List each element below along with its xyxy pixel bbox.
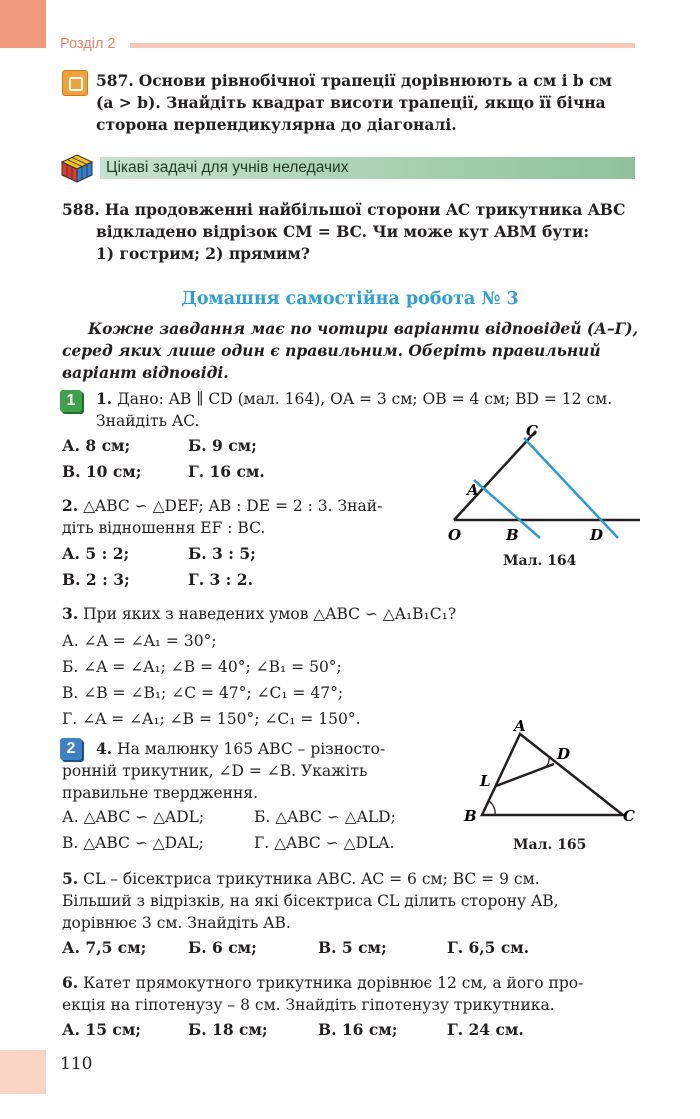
q5-line-3: дорівнює 3 см. Знайдіть AB. [62,914,291,932]
q6-option-b[interactable]: Б. 18 см; [188,1020,268,1039]
fig165-label-a: A [514,718,526,735]
problem-587-line-3: сторона перпендикулярна до діагоналі. [96,115,457,134]
q4-option-c[interactable]: В. △ABC ∽ △DAL; [62,834,204,852]
q2-line-1: 2. △ABC ∽ △DEF; AB : DE = 2 : 3. Знай- [62,496,383,515]
fig164-slanted-ray [454,431,536,520]
q5-line-1: 5. CL – бісектриса трикутника ABC. AC = 6 см; BC = 9 см. [62,869,540,888]
q4-line-2: ронній трикутник, ∠D = ∠B. Укажіть [62,762,368,780]
page-number: 110 [60,1054,93,1074]
page-title: Домашня самостійна робота № 3 [181,289,519,309]
q3-option-b[interactable]: Б. ∠A = ∠A₁; ∠B = 40°; ∠B₁ = 50°; [62,658,342,676]
q3-option-d[interactable]: Г. ∠A = ∠A₁; ∠B = 150°; ∠C₁ = 150°. [62,710,361,728]
q4-option-b[interactable]: Б. △ABC ∽ △ALD; [254,808,396,826]
q2-option-b[interactable]: Б. 3 : 5; [188,544,256,563]
q6-line-1: 6. Катет прямокутного трикутника дорівнює 12 см, а його про- [62,973,584,992]
header-rule [130,43,635,48]
task-icon [62,70,88,96]
fig164-label-d: D [590,526,604,544]
q2-option-c[interactable]: В. 2 : 3; [62,570,130,589]
q6-option-c[interactable]: В. 16 см; [318,1020,398,1039]
q5-option-c[interactable]: В. 5 см; [318,938,387,957]
problem-587-line-1: 587. Основи рівнобічної трапеції дорівнюють a см і b см [96,71,612,90]
q5-line-2: Більший з відрізків, на які бісектриса CL ділить сторону AB, [62,892,559,910]
fig165-caption: Мал. 165 [513,837,587,853]
fig165-label-d: D [557,745,571,763]
q1-option-a[interactable]: А. 8 см; [62,436,131,455]
q2-option-d[interactable]: Г. 3 : 2. [188,570,253,589]
fig164-label-o: O [448,526,462,544]
fig164-label-a: A [467,481,479,499]
q5-option-a[interactable]: А. 7,5 см; [62,938,147,957]
q1-line-1: 1. Дано: AB ∥ CD (мал. 164), OA = 3 см; OB = 4 см; BD = 12 см. [96,389,613,408]
q4-line-1: 4. На малюнку 165 ABC – різносто- [96,739,386,758]
q3-line-1: 3. При яких з наведених умов △ABC ∽ △A₁B₁C₁? [62,604,457,623]
q4-option-a[interactable]: А. △ABC ∽ △ADL; [62,808,205,826]
figure-164 [440,418,645,548]
page-tab-decoration [0,1050,46,1094]
fig164-label-b: B [506,526,519,544]
q2-line-2: діть відношення EF : BC. [62,519,266,537]
q6-option-a[interactable]: А. 15 см; [62,1020,142,1039]
q5-option-d[interactable]: Г. 6,5 см. [447,938,530,957]
fig165-angle-b-mark [489,801,495,815]
q4-option-d[interactable]: Г. △ABC ∽ △DLA. [254,834,395,852]
q1-option-d[interactable]: Г. 16 см. [188,462,265,481]
banner-text: Цікаві задачі для учнів неледачих [106,159,349,176]
figure-165 [458,718,638,828]
q1-option-b[interactable]: Б. 9 см; [188,436,257,455]
q3-option-c[interactable]: В. ∠B = ∠B₁; ∠C = 47°; ∠C₁ = 47°; [62,684,344,702]
problem-587-line-2: (a > b). Знайдіть квадрат висоти трапеції, якщо її бічна [96,93,606,112]
corner-decoration [0,0,46,48]
problem-588-line-2: відкладено відрізок CM = BC. Чи може кут ABM бути: [96,222,590,241]
q6-line-2: екція на гіпотенузу – 8 см. Знайдіть гіпотенузу трикутника. [62,996,555,1014]
q1-option-c[interactable]: В. 10 см; [62,462,142,481]
fig165-label-l: L [480,772,491,790]
fig164-caption: Мал. 164 [503,553,577,569]
fig165-label-b: B [464,807,477,825]
q4-line-3: правильне твердження. [62,784,259,802]
problem-588-line-1: 588. На продовженні найбільшої сторони AC трикутника ABC [62,200,626,219]
level-2-icon: 2 [60,738,82,760]
intro-line-1: Кожне завдання має по чотири варіанти відповідей (А–Г), [88,319,639,338]
fig165-label-c: C [623,807,635,825]
q6-option-d[interactable]: Г. 24 см. [447,1020,524,1039]
fig165-triangle [482,734,623,815]
intro-line-2: серед яких лише один є правильним. Оберіть правильний [62,341,601,360]
q5-option-b[interactable]: Б. 6 см; [188,938,257,957]
fig164-label-c: C [526,422,538,440]
q3-option-a[interactable]: А. ∠A = ∠A₁ = 30°; [62,632,217,650]
section-label: Розділ 2 [60,36,116,52]
rubiks-cube-icon [60,153,94,183]
intro-line-3: варіант відповіді. [62,363,229,382]
level-1-icon: 1 [60,390,82,412]
problem-588-line-3: 1) гострим; 2) прямим? [96,244,310,263]
q1-line-2: Знайдіть AC. [96,412,200,430]
q2-option-a[interactable]: А. 5 : 2; [62,544,130,563]
fig164-line-cd [524,438,618,538]
